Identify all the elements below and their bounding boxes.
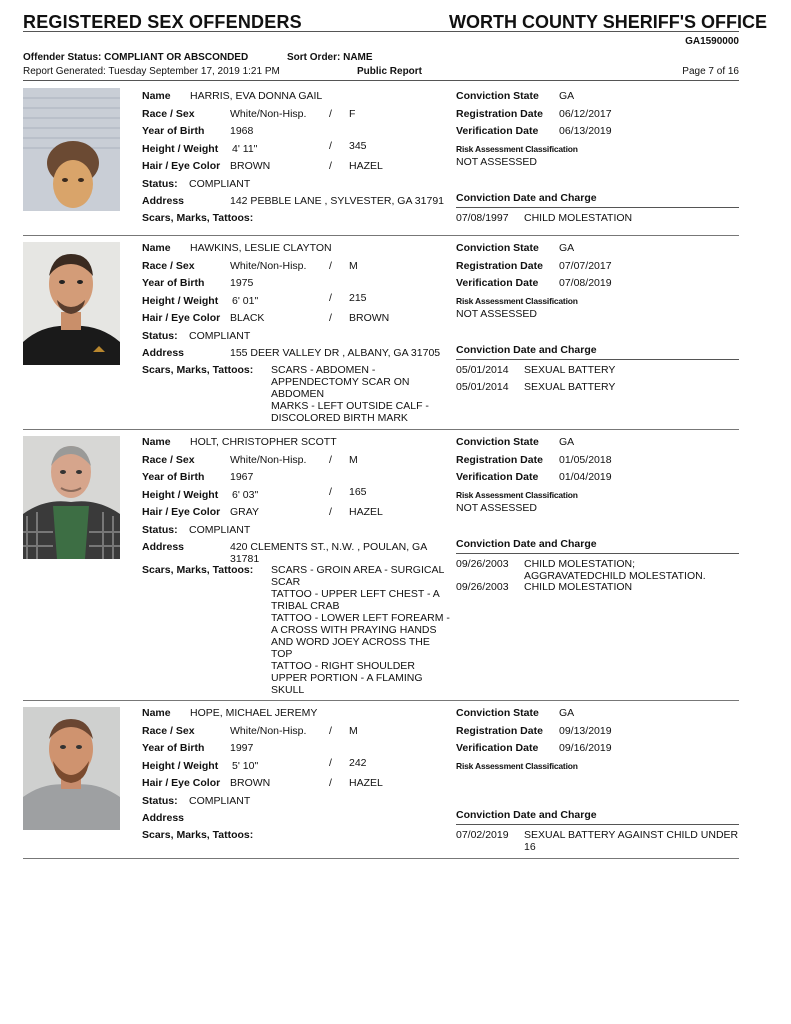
verification-date: 09/16/2019 <box>559 742 612 754</box>
offender-photo <box>23 707 120 830</box>
label-conviction-date-charge: Conviction Date and Charge <box>456 344 597 356</box>
weight: 345 <box>349 140 367 152</box>
conviction-date: 07/02/2019 <box>456 829 509 841</box>
year-of-birth: 1968 <box>230 125 254 137</box>
label-hair-eye: Hair / Eye Color <box>142 506 221 518</box>
label-verification-date: Verification Date <box>456 277 539 289</box>
label-status: Status: <box>142 524 178 536</box>
conviction-state: GA <box>559 436 575 448</box>
label-hair-eye: Hair / Eye Color <box>142 312 221 324</box>
offender-status: COMPLIANT <box>189 524 251 536</box>
conviction-charge: SEXUAL BATTERY <box>524 381 616 393</box>
label-year-of-birth: Year of Birth <box>142 471 205 483</box>
offender-record: Name HOLT, CHRISTOPHER SCOTT Race / Sex White/Non-Hisp. / M Year of Birth 1967 Height / Weight 6' 03" / 165 Hair / Eye Color GRAY / HAZEL Status: COMPLIANT Address 420 CLEMENTS ST., N.W. , POULAN, GA 31781 Scars, Marks, Tattoos: SCARS - GROIN AREA - SURGICAL SCAR TATTOO - UPPER LEFT CHEST - A TRIBAL CRAB TATTOO - LOWER LEFT FOREARM - A CROSS WITH PRAYING HANDS AND WORD JOEY ACROSS THE TOP TATTOO - RIGHT SHOULDER UPPER PORTION - A FLAMING SKULL Conviction State GA Registration Date 01/05/2018 Verification Date 01/04/2019 Risk Assessment Classification NOT ASSESSED Conviction Date and Charge 09/26/2003 CHILD MOLESTATION; AGGRAVATEDCHILD MOLESTATION. 09/26/2003 CHILD MOLESTATION <box>23 436 739 701</box>
label-smt: Scars, Marks, Tattoos: <box>142 364 254 376</box>
label-race-sex: Race / Sex <box>142 260 195 272</box>
label-height-weight: Height / Weight <box>142 295 219 307</box>
label-hair-eye: Hair / Eye Color <box>142 777 221 789</box>
conviction-charge: SEXUAL BATTERY AGAINST CHILD UNDER 16 <box>524 829 739 853</box>
race: White/Non-Hisp. <box>230 725 307 737</box>
label-smt: Scars, Marks, Tattoos: <box>142 212 254 224</box>
offender-name: HARRIS, EVA DONNA GAIL <box>190 90 323 102</box>
risk-classification: NOT ASSESSED <box>456 156 537 168</box>
hair-color: BROWN <box>230 777 271 789</box>
registration-date: 01/05/2018 <box>559 454 612 466</box>
conviction-date: 09/26/2003 <box>456 581 509 593</box>
label-risk: Risk Assessment Classification <box>456 490 578 500</box>
registration-date: 09/13/2019 <box>559 725 612 737</box>
hair-color: GRAY <box>230 506 259 518</box>
label-registration-date: Registration Date <box>456 454 543 466</box>
label-year-of-birth: Year of Birth <box>142 277 205 289</box>
offender-record: Name HAWKINS, LESLIE CLAYTON Race / Sex White/Non-Hisp. / M Year of Birth 1975 Height / Weight 6' 01" / 215 Hair / Eye Color BLACK / BROWN Status: COMPLIANT Address 155 DEER VALLEY DR , ALBANY, GA 31705 Scars, Marks, Tattoos: SCARS - ABDOMEN - APPENDECTOMY SCAR ON ABDOMEN MARKS - LEFT OUTSIDE CALF - DISCOLORED BIRTH MARK Conviction State GA Registration Date 07/07/2017 Verification Date 07/08/2019 Risk Assessment Classification NOT ASSESSED Conviction Date and Charge 05/01/2014 SEXUAL BATTERY 05/01/2014 SEXUAL BATTERY <box>23 242 739 430</box>
label-status: Status: <box>142 330 178 342</box>
record-divider <box>23 429 739 430</box>
offender-record: Name HARRIS, EVA DONNA GAIL Race / Sex White/Non-Hisp. / F Year of Birth 1968 Height / Weight 4' 11" / 345 Hair / Eye Color BROWN / HAZEL Status: COMPLIANT Address 142 PEBBLE LANE , SYLVESTER, GA 31791 Scars, Marks, Tattoos: Conviction State GA Registration Date 06/12/2017 Verification Date 06/13/2019 Risk Assessment Classification NOT ASSESSED Conviction Date and Charge 07/08/1997 CHILD MOLESTATION <box>23 88 739 236</box>
eye-color: HAZEL <box>349 777 383 789</box>
height: 5' 10" <box>232 760 259 772</box>
label-registration-date: Registration Date <box>456 260 543 272</box>
label-conviction-state: Conviction State <box>456 707 539 719</box>
eye-color: BROWN <box>349 312 390 324</box>
label-conviction-state: Conviction State <box>456 90 539 102</box>
offender-status: COMPLIANT <box>189 795 251 807</box>
weight: 215 <box>349 292 367 304</box>
scars-marks-tattoos: SCARS - ABDOMEN - APPENDECTOMY SCAR ON ABDOMEN MARKS - LEFT OUTSIDE CALF - DISCOLORED BIRTH MARK <box>271 364 429 424</box>
offender-photo <box>23 88 120 211</box>
label-registration-date: Registration Date <box>456 108 543 120</box>
weight: 165 <box>349 486 367 498</box>
offender-status-filter: Offender Status: COMPLIANT OR ABSCONDED <box>23 52 249 63</box>
conviction-state: GA <box>559 707 575 719</box>
sex: M <box>349 260 358 272</box>
label-race-sex: Race / Sex <box>142 725 195 737</box>
race: White/Non-Hisp. <box>230 454 307 466</box>
label-smt: Scars, Marks, Tattoos: <box>142 564 254 576</box>
record-divider <box>23 858 739 859</box>
address: 142 PEBBLE LANE , SYLVESTER, GA 31791 <box>230 195 445 207</box>
sex: M <box>349 454 358 466</box>
label-risk: Risk Assessment Classification <box>456 144 578 154</box>
verification-date: 01/04/2019 <box>559 471 612 483</box>
weight: 242 <box>349 757 367 769</box>
sex: F <box>349 108 356 120</box>
label-status: Status: <box>142 178 178 190</box>
address: 155 DEER VALLEY DR , ALBANY, GA 31705 <box>230 347 441 359</box>
label-conviction-date-charge: Conviction Date and Charge <box>456 192 597 204</box>
conviction-state: GA <box>559 242 575 254</box>
label-conviction-state: Conviction State <box>456 242 539 254</box>
offender-photo <box>23 242 120 365</box>
label-registration-date: Registration Date <box>456 725 543 737</box>
conviction-state: GA <box>559 90 575 102</box>
conviction-charge: CHILD MOLESTATION <box>524 581 633 593</box>
report-generated: Report Generated: Tuesday September 17, 2019 1:21 PM <box>23 66 280 77</box>
label-risk: Risk Assessment Classification <box>456 296 578 306</box>
record-divider <box>23 700 739 701</box>
hair-color: BROWN <box>230 160 271 172</box>
offender-name: HAWKINS, LESLIE CLAYTON <box>190 242 332 254</box>
offender-record: Name HOPE, MICHAEL JEREMY Race / Sex White/Non-Hisp. / M Year of Birth 1997 Height / Weight 5' 10" / 242 Hair / Eye Color BROWN / HAZEL Status: COMPLIANT Address Scars, Marks, Tattoos: Conviction State GA Registration Date 09/13/2019 Verification Date 09/16/2019 Risk Assessment Classification Conviction Date and Charge 07/02/2019 SEXUAL BATTERY AGAINST CHILD UNDER 16 <box>23 707 739 859</box>
conviction-charge: SEXUAL BATTERY <box>524 364 616 376</box>
risk-classification: NOT ASSESSED <box>456 308 537 320</box>
conviction-date: 07/08/1997 <box>456 212 509 224</box>
hair-color: BLACK <box>230 312 265 324</box>
height: 4' 11" <box>232 143 258 155</box>
race: White/Non-Hisp. <box>230 260 307 272</box>
year-of-birth: 1967 <box>230 471 254 483</box>
header-divider <box>23 31 739 32</box>
label-address: Address <box>142 347 185 359</box>
address: 420 CLEMENTS ST., N.W. , POULAN, GA 31781 <box>230 541 427 565</box>
label-hair-eye: Hair / Eye Color <box>142 160 221 172</box>
verification-date: 07/08/2019 <box>559 277 612 289</box>
page-number: Page 7 of 16 <box>682 66 739 77</box>
label-verification-date: Verification Date <box>456 125 539 137</box>
label-address: Address <box>142 541 185 553</box>
risk-classification: NOT ASSESSED <box>456 502 537 514</box>
label-race-sex: Race / Sex <box>142 108 195 120</box>
year-of-birth: 1975 <box>230 277 254 289</box>
conviction-charge: CHILD MOLESTATION <box>524 212 633 224</box>
label-address: Address <box>142 195 185 207</box>
label-conviction-date-charge: Conviction Date and Charge <box>456 809 597 821</box>
agency-code: GA1590000 <box>685 36 739 47</box>
sort-order: Sort Order: NAME <box>287 52 373 63</box>
agency-title: WORTH COUNTY SHERIFF'S OFFICE <box>449 12 767 32</box>
label-year-of-birth: Year of Birth <box>142 125 205 137</box>
height: 6' 01" <box>232 295 259 307</box>
registration-date: 07/07/2017 <box>559 260 612 272</box>
label-height-weight: Height / Weight <box>142 489 219 501</box>
sex: M <box>349 725 358 737</box>
scars-marks-tattoos: SCARS - GROIN AREA - SURGICAL SCAR TATTOO - UPPER LEFT CHEST - A TRIBAL CRAB TATTOO - LOWER LEFT FOREARM - A CROSS WITH PRAYING HANDS AND WORD JOEY ACROSS THE TOP TATTOO - RIGHT SHOULDER UPPER PORTION - A FLAMING SKULL <box>271 564 450 696</box>
label-conviction-date-charge: Conviction Date and Charge <box>456 538 597 550</box>
eye-color: HAZEL <box>349 160 383 172</box>
label-year-of-birth: Year of Birth <box>142 742 205 754</box>
label-conviction-state: Conviction State <box>456 436 539 448</box>
header-divider-bottom <box>23 80 739 81</box>
offender-name: HOPE, MICHAEL JEREMY <box>190 707 318 719</box>
offender-name: HOLT, CHRISTOPHER SCOTT <box>190 436 337 448</box>
report-type: Public Report <box>357 66 423 77</box>
label-name: Name <box>142 707 171 719</box>
offender-status: COMPLIANT <box>189 330 251 342</box>
label-status: Status: <box>142 795 178 807</box>
conviction-date: 09/26/2003 <box>456 558 509 570</box>
label-smt: Scars, Marks, Tattoos: <box>142 829 254 841</box>
race: White/Non-Hisp. <box>230 108 307 120</box>
label-address: Address <box>142 812 185 824</box>
label-race-sex: Race / Sex <box>142 454 195 466</box>
label-height-weight: Height / Weight <box>142 143 219 155</box>
report-title: REGISTERED SEX OFFENDERS <box>23 12 302 32</box>
offender-photo <box>23 436 120 559</box>
verification-date: 06/13/2019 <box>559 125 612 137</box>
offender-status: COMPLIANT <box>189 178 251 190</box>
year-of-birth: 1997 <box>230 742 254 754</box>
label-verification-date: Verification Date <box>456 742 539 754</box>
label-name: Name <box>142 242 171 254</box>
label-name: Name <box>142 436 171 448</box>
label-risk: Risk Assessment Classification <box>456 761 578 771</box>
record-divider <box>23 235 739 236</box>
label-verification-date: Verification Date <box>456 471 539 483</box>
label-name: Name <box>142 90 171 102</box>
conviction-charge: CHILD MOLESTATION; AGGRAVATEDCHILD MOLESTATION. <box>524 558 706 582</box>
height: 6' 03" <box>232 489 259 501</box>
registration-date: 06/12/2017 <box>559 108 612 120</box>
label-height-weight: Height / Weight <box>142 760 219 772</box>
conviction-date: 05/01/2014 <box>456 381 509 393</box>
eye-color: HAZEL <box>349 506 383 518</box>
conviction-date: 05/01/2014 <box>456 364 509 376</box>
